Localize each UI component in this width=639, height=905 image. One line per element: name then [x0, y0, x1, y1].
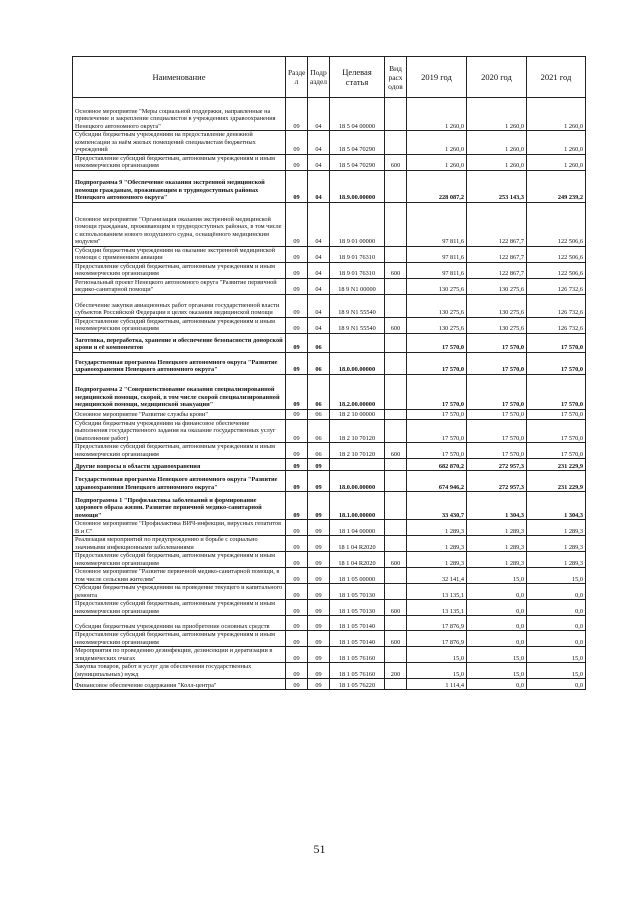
row-value-2019: 33 430,7 [407, 492, 467, 520]
table-row [73, 409, 586, 419]
row-vid [385, 352, 407, 374]
table-row [73, 584, 586, 600]
row-value-2020: 1 289,3 [467, 552, 527, 568]
row-value-2019: 15,0 [407, 647, 467, 663]
row-vid: 200 [385, 663, 407, 679]
row-podrazdel: 06 [308, 333, 330, 352]
row-target: 18 9 01 76310 [330, 262, 385, 278]
row-podrazdel: 04 [308, 262, 330, 278]
row-value-2021: 1 304,3 [527, 492, 586, 520]
table-row [73, 262, 586, 278]
row-vid: 600 [385, 600, 407, 616]
row-value-2021: 122 506,6 [527, 202, 586, 246]
row-razdel: 09 [286, 663, 308, 679]
row-name: Субсидии бюджетным учреждениям на проведение текущего и капитального ремонта [73, 584, 286, 600]
row-target: 18 9 N1 55540 [330, 294, 385, 317]
row-razdel: 09 [286, 154, 308, 170]
row-podrazdel: 06 [308, 409, 330, 419]
row-podrazdel: 09 [308, 492, 330, 520]
row-razdel: 09 [286, 520, 308, 536]
row-value-2019: 17 570,0 [407, 409, 467, 419]
row-vid [385, 568, 407, 584]
row-value-2020: 17 570,0 [467, 374, 527, 409]
row-value-2019: 17 876,9 [407, 631, 467, 647]
row-target: 18 9 01 76310 [330, 246, 385, 262]
table-row [73, 352, 586, 374]
row-value-2020: 0,0 [467, 631, 527, 647]
row-podrazdel: 04 [308, 131, 330, 155]
table-row [73, 536, 586, 552]
table-row [73, 278, 586, 294]
row-target: 18 2 10 70120 [330, 419, 385, 443]
table-row [73, 131, 586, 155]
row-value-2021: 0,0 [527, 600, 586, 616]
table-row [73, 154, 586, 170]
row-value-2021: 17 570,0 [527, 443, 586, 459]
row-name: Закупка товаров, работ и услуг для обеспечения государственных (муниципальных) нужд [73, 663, 286, 679]
row-value-2020: 1 289,3 [467, 520, 527, 536]
row-value-2021: 0,0 [527, 616, 586, 631]
row-value-2020: 0,0 [467, 600, 527, 616]
row-vid [385, 202, 407, 246]
row-value-2020: 130 275,6 [467, 294, 527, 317]
row-value-2021: 1 289,3 [527, 536, 586, 552]
table-row [73, 333, 586, 352]
row-value-2020: 15,0 [467, 568, 527, 584]
row-razdel: 09 [286, 419, 308, 443]
row-value-2020: 122 867,7 [467, 262, 527, 278]
header-2020: 2020 год [467, 57, 527, 98]
row-podrazdel: 06 [308, 443, 330, 459]
row-value-2019: 17 876,9 [407, 616, 467, 631]
row-name: Субсидии бюджетным учреждениям на финансовое обеспечение выполнения государственного задания на оказание государственных услуг (выполнение работ) [73, 419, 286, 443]
row-value-2019: 15,0 [407, 663, 467, 679]
row-value-2021: 17 570,0 [527, 374, 586, 409]
row-value-2019: 1 289,3 [407, 536, 467, 552]
row-value-2019: 17 570,0 [407, 419, 467, 443]
row-podrazdel: 09 [308, 552, 330, 568]
table-row [73, 98, 586, 131]
row-value-2021: 17 570,0 [527, 419, 586, 443]
row-name: Государственная программа Ненецкого автономного округа "Развитие здравоохранения Ненецкого автономного округа" [73, 471, 286, 492]
row-value-2020: 0,0 [467, 584, 527, 600]
row-razdel: 09 [286, 409, 308, 419]
row-name: Основное мероприятие "Развитие службы крови" [73, 409, 286, 419]
row-vid [385, 536, 407, 552]
row-vid [385, 333, 407, 352]
row-value-2021: 15,0 [527, 663, 586, 679]
row-target: 18.2.00.00000 [330, 374, 385, 409]
row-vid [385, 492, 407, 520]
row-value-2021: 126 732,6 [527, 317, 586, 333]
row-vid: 600 [385, 552, 407, 568]
row-value-2019: 130 275,6 [407, 317, 467, 333]
table-row [73, 520, 586, 536]
row-value-2020: 1 260,0 [467, 98, 527, 131]
row-vid [385, 459, 407, 471]
table-row [73, 492, 586, 520]
row-value-2021: 122 506,6 [527, 246, 586, 262]
row-razdel: 09 [286, 262, 308, 278]
row-value-2021: 0,0 [527, 584, 586, 600]
row-razdel: 09 [286, 584, 308, 600]
row-podrazdel: 09 [308, 536, 330, 552]
row-vid [385, 246, 407, 262]
row-target: 18 1 04 R2020 [330, 536, 385, 552]
row-razdel: 09 [286, 352, 308, 374]
row-vid [385, 374, 407, 409]
row-razdel: 09 [286, 552, 308, 568]
row-value-2020: 1 304,3 [467, 492, 527, 520]
row-value-2019: 228 087,2 [407, 170, 467, 202]
row-podrazdel: 09 [308, 520, 330, 536]
row-target [330, 459, 385, 471]
header-2019: 2019 год [407, 57, 467, 98]
row-razdel: 09 [286, 246, 308, 262]
row-target: 18 1 05 00000 [330, 568, 385, 584]
row-value-2021: 0,0 [527, 679, 586, 690]
row-target: 18 1 05 76160 [330, 647, 385, 663]
row-target: 18 1 05 76160 [330, 663, 385, 679]
table-row [73, 443, 586, 459]
row-value-2020: 17 570,0 [467, 419, 527, 443]
row-value-2019: 13 135,1 [407, 600, 467, 616]
row-podrazdel: 09 [308, 568, 330, 584]
row-podrazdel: 09 [308, 647, 330, 663]
row-value-2021: 231 229,9 [527, 459, 586, 471]
row-target: 18 9 01 00000 [330, 202, 385, 246]
row-name: Предоставление субсидий бюджетным, автономным учреждениям и иным некоммерческим организациям [73, 443, 286, 459]
row-name: Субсидии бюджетным учреждениям на оказание экстренной медицинской помощи с применением авиации [73, 246, 286, 262]
row-name: Реализация мероприятий по предупреждению и борьбе с социально значимыми инфекционными заболеваниями [73, 536, 286, 552]
row-target: 18.1.00.00000 [330, 492, 385, 520]
row-value-2020: 17 570,0 [467, 443, 527, 459]
row-value-2020: 122 867,7 [467, 246, 527, 262]
row-vid [385, 616, 407, 631]
row-value-2019: 674 946,2 [407, 471, 467, 492]
row-value-2021: 15,0 [527, 647, 586, 663]
row-razdel: 09 [286, 294, 308, 317]
row-value-2019: 1 289,3 [407, 552, 467, 568]
row-value-2019: 13 135,1 [407, 584, 467, 600]
row-value-2020: 130 275,6 [467, 317, 527, 333]
row-podrazdel: 09 [308, 679, 330, 690]
row-podrazdel: 04 [308, 98, 330, 131]
row-name: Основное мероприятие "Развитие первичной медико-санитарной помощи, в том числе сельским жителям" [73, 568, 286, 584]
row-value-2019: 17 570,0 [407, 374, 467, 409]
row-value-2021: 1 260,0 [527, 131, 586, 155]
row-target: 18 5 04 70290 [330, 154, 385, 170]
row-razdel: 09 [286, 202, 308, 246]
row-target: 18 1 05 70130 [330, 600, 385, 616]
row-value-2020: 253 143,3 [467, 170, 527, 202]
table-body [73, 98, 586, 690]
header-name: Наименование [73, 57, 286, 98]
row-value-2020: 272 957,3 [467, 471, 527, 492]
row-vid [385, 131, 407, 155]
row-value-2020: 0,0 [467, 679, 527, 690]
row-vid [385, 679, 407, 690]
row-vid [385, 419, 407, 443]
row-vid: 600 [385, 317, 407, 333]
row-razdel: 09 [286, 317, 308, 333]
row-value-2020: 17 570,0 [467, 409, 527, 419]
row-podrazdel: 06 [308, 374, 330, 409]
row-vid [385, 471, 407, 492]
row-name: Финансовое обеспечение содержания "Колл-центра" [73, 679, 286, 690]
row-value-2021: 126 732,6 [527, 294, 586, 317]
row-value-2020: 1 289,3 [467, 536, 527, 552]
row-name: Основное мероприятие "Организация оказания экстренной медицинской помощи гражданам, проживающим в труднодоступных районах, в том числе с использованием нового воздушного судна, оснащённого медицинским модулем" [73, 202, 286, 246]
row-value-2020: 17 570,0 [467, 333, 527, 352]
row-value-2019: 1 260,0 [407, 98, 467, 131]
row-name: Другие вопросы в области здравоохранения [73, 459, 286, 471]
row-podrazdel: 09 [308, 459, 330, 471]
row-name: Субсидии бюджетным учреждениям на приобретение основных средств [73, 616, 286, 631]
row-razdel: 09 [286, 98, 308, 131]
row-value-2021: 122 506,6 [527, 262, 586, 278]
row-vid: 600 [385, 262, 407, 278]
row-razdel: 09 [286, 679, 308, 690]
row-target: 18 9 N1 55540 [330, 317, 385, 333]
row-razdel: 09 [286, 647, 308, 663]
row-vid [385, 409, 407, 419]
table-row [73, 419, 586, 443]
row-target: 18 1 04 00000 [330, 520, 385, 536]
row-name: Предоставление субсидий бюджетным, автономным учреждениям и иным некоммерческим организациям [73, 631, 286, 647]
row-value-2021: 15,0 [527, 568, 586, 584]
row-podrazdel: 04 [308, 202, 330, 246]
table-row [73, 459, 586, 471]
row-name: Предоставление субсидий бюджетным, автономным учреждениям и иным некоммерческим организациям [73, 600, 286, 616]
row-razdel: 09 [286, 471, 308, 492]
row-target: 18 1 05 70130 [330, 584, 385, 600]
row-podrazdel: 04 [308, 170, 330, 202]
row-target [330, 333, 385, 352]
row-target: 18 1 05 70140 [330, 616, 385, 631]
table-row [73, 568, 586, 584]
table-row [73, 663, 586, 679]
table-row [73, 647, 586, 663]
row-podrazdel: 09 [308, 616, 330, 631]
row-value-2019: 1 260,0 [407, 131, 467, 155]
row-podrazdel: 09 [308, 471, 330, 492]
page-number: 51 [313, 842, 326, 856]
row-vid: 600 [385, 154, 407, 170]
budget-table [72, 56, 586, 690]
row-value-2020: 15,0 [467, 663, 527, 679]
row-name: Государственная программа Ненецкого автономного округа "Развитие здравоохранения Ненецкого автономного округа" [73, 352, 286, 374]
row-value-2019: 130 275,6 [407, 294, 467, 317]
table-row [73, 374, 586, 409]
row-razdel: 09 [286, 278, 308, 294]
row-value-2019: 1 289,3 [407, 520, 467, 536]
row-value-2021: 126 732,6 [527, 278, 586, 294]
row-name: Региональный проект Ненецкого автономного округа "Развитие первичной медико-санитарной помощи" [73, 278, 286, 294]
row-value-2019: 1 260,0 [407, 154, 467, 170]
row-value-2021: 17 570,0 [527, 333, 586, 352]
row-razdel: 09 [286, 536, 308, 552]
row-value-2021: 1 289,3 [527, 552, 586, 568]
table-row [73, 170, 586, 202]
row-podrazdel: 04 [308, 317, 330, 333]
row-value-2019: 17 570,0 [407, 333, 467, 352]
row-value-2020: 122 867,7 [467, 202, 527, 246]
row-value-2021: 1 289,3 [527, 520, 586, 536]
row-vid [385, 294, 407, 317]
row-value-2021: 0,0 [527, 631, 586, 647]
row-value-2019: 682 870,2 [407, 459, 467, 471]
row-value-2021: 249 239,2 [527, 170, 586, 202]
row-target: 18.9.00.00000 [330, 170, 385, 202]
row-value-2020: 1 260,0 [467, 131, 527, 155]
row-value-2021: 17 570,0 [527, 352, 586, 374]
header-vid: Вид расх одов [385, 57, 407, 98]
row-target: 18 1 05 76220 [330, 679, 385, 690]
table-header [73, 57, 586, 98]
row-vid [385, 98, 407, 131]
row-target: 18 2 10 00000 [330, 409, 385, 419]
row-name: Основное мероприятие "Меры социальной поддержки, направленные на привлечение и закрепление специалистов в учреждениях здравоохранения Ненецкого автономного округа" [73, 98, 286, 131]
header-podrazdel: Подр аздел [308, 57, 330, 98]
row-name: Подпрограмма 9 "Обеспечение оказания экстренной медицинской помощи гражданам, проживающим в труднодоступных районах Ненецкого автономного округа" [73, 170, 286, 202]
row-name: Обеспечение закупки авиационных работ органами государственной власти субъектов Российской Федерации в целях оказания медицинской помощи [73, 294, 286, 317]
row-name: Мероприятия по проведению дезинфекции, дезинсекции и дератизации в эпидемических очагах [73, 647, 286, 663]
row-name: Предоставление субсидий бюджетным, автономным учреждениям и иным некоммерческим организациям [73, 154, 286, 170]
row-razdel: 09 [286, 459, 308, 471]
header-razdel: Разде л [286, 57, 308, 98]
row-vid [385, 584, 407, 600]
row-vid [385, 278, 407, 294]
row-razdel: 09 [286, 131, 308, 155]
table-row [73, 471, 586, 492]
row-vid [385, 520, 407, 536]
row-target: 18.0.00.00000 [330, 352, 385, 374]
row-razdel: 09 [286, 333, 308, 352]
row-razdel: 09 [286, 631, 308, 647]
table-row [73, 616, 586, 631]
row-razdel: 09 [286, 616, 308, 631]
row-value-2021: 1 260,0 [527, 154, 586, 170]
row-vid [385, 647, 407, 663]
row-name: Предоставление субсидий бюджетным, автономным учреждениям и иным некоммерческим организациям [73, 552, 286, 568]
row-value-2019: 1 114,4 [407, 679, 467, 690]
row-podrazdel: 09 [308, 600, 330, 616]
table-row [73, 294, 586, 317]
row-value-2019: 130 275,6 [407, 278, 467, 294]
row-value-2021: 1 260,0 [527, 98, 586, 131]
table-row [73, 552, 586, 568]
row-podrazdel: 04 [308, 246, 330, 262]
row-razdel: 09 [286, 374, 308, 409]
row-target: 18 2 10 70120 [330, 443, 385, 459]
table-row [73, 631, 586, 647]
row-value-2020: 17 570,0 [467, 352, 527, 374]
row-name: Предоставление субсидий бюджетным, автономным учреждениям и иным некоммерческим организациям [73, 317, 286, 333]
table-row [73, 600, 586, 616]
row-target: 18.0.00.00000 [330, 471, 385, 492]
row-podrazdel: 04 [308, 294, 330, 317]
row-value-2021: 17 570,0 [527, 409, 586, 419]
row-name: Подпрограмма 1 "Профилактика заболеваний и формирование здорового образа жизни. Развитие первичной медико-санитарной помощи" [73, 492, 286, 520]
row-podrazdel: 04 [308, 154, 330, 170]
row-value-2020: 0,0 [467, 616, 527, 631]
row-value-2020: 15,0 [467, 647, 527, 663]
row-value-2020: 272 957,3 [467, 459, 527, 471]
row-podrazdel: 09 [308, 663, 330, 679]
row-vid [385, 170, 407, 202]
row-value-2019: 17 570,0 [407, 352, 467, 374]
row-target: 18 5 04 70290 [330, 131, 385, 155]
row-value-2019: 17 570,0 [407, 443, 467, 459]
row-podrazdel: 06 [308, 419, 330, 443]
row-name: Заготовка, переработка, хранение и обеспечение безопасности донорской крови и её компонентов [73, 333, 286, 352]
row-value-2019: 97 811,6 [407, 246, 467, 262]
row-name: Основное мероприятие "Профилактика ВИЧ-инфекции, вирусных гепатитов В и С" [73, 520, 286, 536]
row-target: 18 9 N1 00000 [330, 278, 385, 294]
row-name: Предоставление субсидий бюджетным, автономным учреждениям и иным некоммерческим организациям [73, 262, 286, 278]
table-row [73, 246, 586, 262]
row-vid: 600 [385, 443, 407, 459]
row-value-2021: 231 229,9 [527, 471, 586, 492]
row-value-2019: 97 811,6 [407, 202, 467, 246]
row-podrazdel: 09 [308, 584, 330, 600]
row-value-2019: 97 811,6 [407, 262, 467, 278]
table-row [73, 202, 586, 246]
row-podrazdel: 06 [308, 352, 330, 374]
row-razdel: 09 [286, 443, 308, 459]
row-value-2020: 1 260,0 [467, 154, 527, 170]
row-podrazdel: 04 [308, 278, 330, 294]
row-name: Субсидии бюджетным учреждениям на предоставление денежной компенсации за наём жилых помещений специалистам бюджетных учреждений [73, 131, 286, 155]
table-row [73, 679, 586, 690]
row-razdel: 09 [286, 600, 308, 616]
header-2021: 2021 год [527, 57, 586, 98]
row-target: 18 1 05 70140 [330, 631, 385, 647]
row-vid: 600 [385, 631, 407, 647]
header-target: Целевая статья [330, 57, 385, 98]
row-value-2019: 32 141,4 [407, 568, 467, 584]
row-name: Подпрограмма 2 "Совершенствование оказания специализированной медицинской помощи, скорой, в том числе скорой специализированной медицинской помощи, медицинской эвакуации" [73, 374, 286, 409]
row-target: 18 5 04 00000 [330, 98, 385, 131]
row-razdel: 09 [286, 170, 308, 202]
row-podrazdel: 09 [308, 631, 330, 647]
table-row [73, 317, 586, 333]
row-razdel: 09 [286, 568, 308, 584]
row-target: 18 1 04 R2020 [330, 552, 385, 568]
row-razdel: 09 [286, 492, 308, 520]
row-value-2020: 130 275,6 [467, 278, 527, 294]
